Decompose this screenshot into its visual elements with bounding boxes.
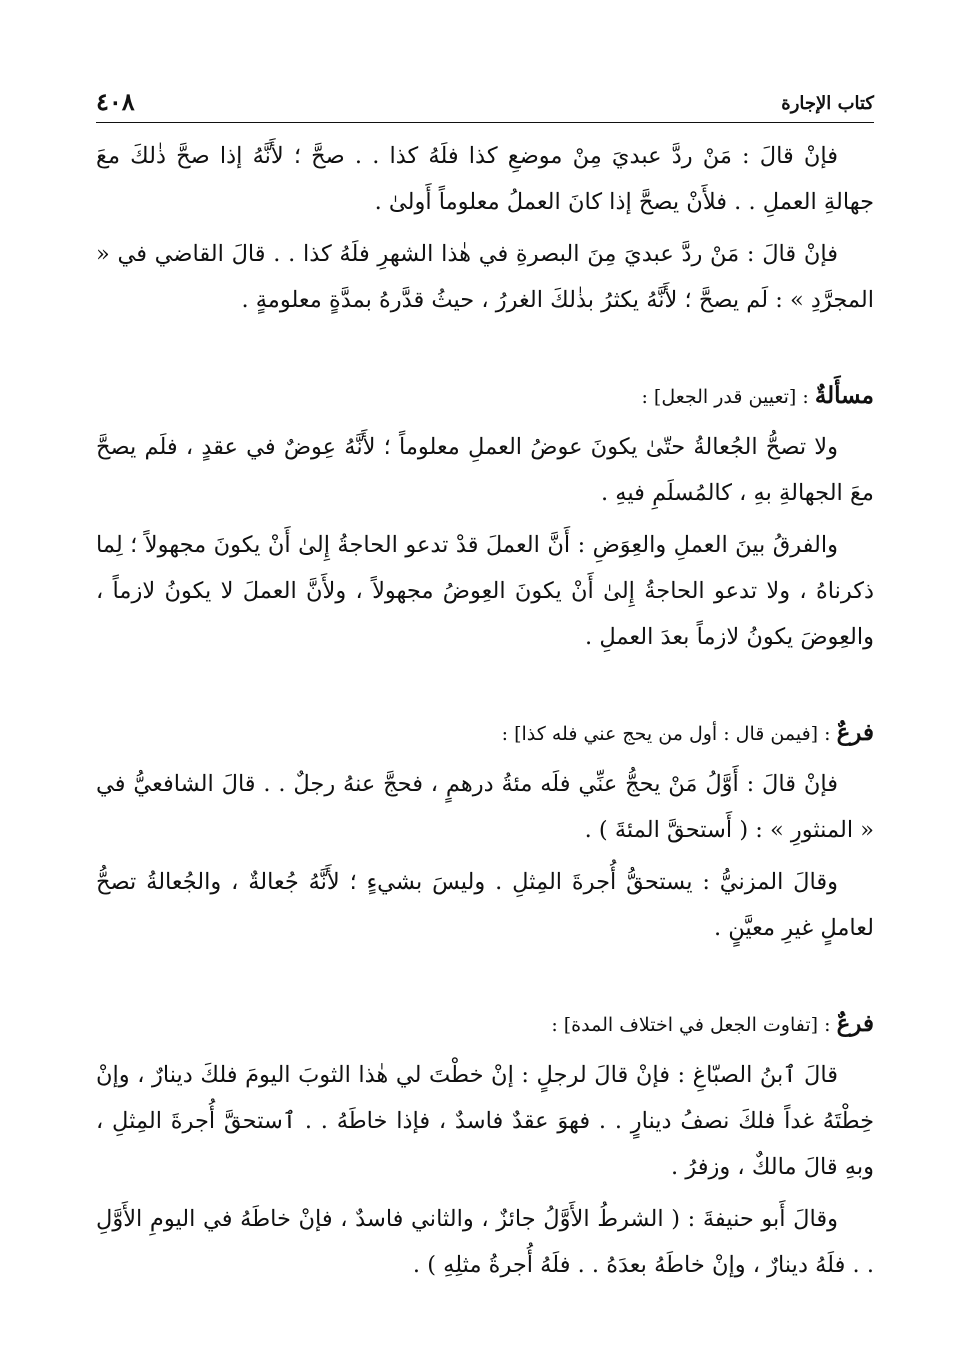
section-label: مسأَلةٌ	[814, 382, 874, 409]
section-heading	[96, 373, 874, 420]
running-title: كتاب الإجارة	[781, 93, 874, 114]
section-heading	[96, 710, 874, 757]
section-spacer	[96, 666, 874, 710]
section-spacer	[96, 957, 874, 1001]
paragraph: ولا تصحُّ الجُعالةُ حتّىٰ يكونَ عوضُ العملِ معلوماً ؛ لأَنَّهُ عِوضٌ في عقدٍ ، فلَم يصحَّ معَ الجهالةِ بهِ ، كالمُسلَمِ فيهِ .	[96, 434, 874, 506]
section-label: فرعٌ	[836, 1010, 874, 1037]
page-number: ٤٠٨	[96, 87, 135, 116]
paragraph: فإنْ قالَ : أَوَّلُ مَنْ يحجُّ عنِّي فلَه مئةُ درهمٍ ، فحجَّ عنهُ رجلٌ . . قالَ الشافعيُّ في « المنثورِ » : ( أَستحقَّ المئةَ ) .	[96, 771, 874, 843]
page-body	[96, 123, 874, 1288]
section-title: : [تفاوت الجعل في اختلاف المدة] :	[551, 1014, 831, 1036]
paragraph: والفرقُ بينَ العملِ والعِوَضِ : أَنَّ العملَ قدْ تدعو الحاجةُ إِلىٰ أَنْ يكونَ مجهولاً ؛ لِما ذكرناهُ ، ولا تدعو الحاجةُ إِلىٰ أَنْ يكونَ العِوضُ مجهولاً ، ولأَنَّ العملَ لا يكونُ لازماً ، والعِوضَ يكونُ لازماً بعدَ العملِ .	[96, 532, 874, 650]
paragraph: وقالَ أَبو حنيفةَ : ( الشرطُ الأَوَّلُ جائزٌ ، والثاني فاسدٌ ، فإنْ خاطَهُ في اليومِ الأَوَّلِ . . فلَهُ دينارٌ ، وإنْ خاطَهُ بعدَهُ . . فلَهُ أُجرةُ مثلِهِ ) .	[96, 1206, 874, 1278]
section-label: فرعٌ	[836, 719, 874, 746]
section-spacer	[96, 329, 874, 373]
section-title: : [فيمن قال : أول من يحج عني فله كذا] :	[501, 723, 831, 745]
paragraph: فإنْ قالَ : مَنْ ردَّ عبديَ مِنْ موضعِ كذا فلَهُ كذا . . صحَّ ؛ لأَنَّهُ إذا صحَّ ذٰلكَ معَ جهالةِ العملِ . . فلأَنْ يصحَّ إذا كانَ العملُ معلوماً أَولىٰ .	[96, 143, 874, 215]
book-page	[96, 76, 874, 1294]
paragraph: قالَ ٱبنُ الصبّاغِ : فإنْ قالَ لرجلٍ : إنْ خطْتَ لي هٰذا الثوبَ اليومَ فلكَ دينارٌ ، وإنْ خِطْتَهُ غداً فلكَ نصفُ دينارٍ . . فهوَ عقدٌ فاسدٌ ، فإذا خاطَهُ . . ٱستحقَّ أُجرةَ المِثلِ ، وبهِ قالَ مالكٌ ، وزفرُ .	[96, 1062, 874, 1180]
section-heading	[96, 1001, 874, 1048]
paragraph: وقالَ المزنيُّ : يستحقُّ أُجرةَ المِثلِ . وليسَ بشيءٍ ؛ لأَنَّهُ جُعالةٌ ، والجُعالةُ تصحُّ لعاملٍ غيرِ معيَّنٍ .	[96, 869, 874, 941]
section-title: : [تعيين قدر الجعل] :	[641, 386, 809, 408]
paragraph: فإنْ قالَ : مَنْ ردَّ عبديَ مِنَ البصرةِ في هٰذا الشهرِ فلَهُ كذا . . قالَ القاضي في « المجرَّدِ » : لَم يصحَّ ؛ لأَنَّهُ يكثرُ بذٰلكَ الغررُ ، حيثُ قدَّرهُ بمدَّةٍ معلومةٍ .	[96, 241, 874, 313]
page-header	[96, 76, 874, 123]
